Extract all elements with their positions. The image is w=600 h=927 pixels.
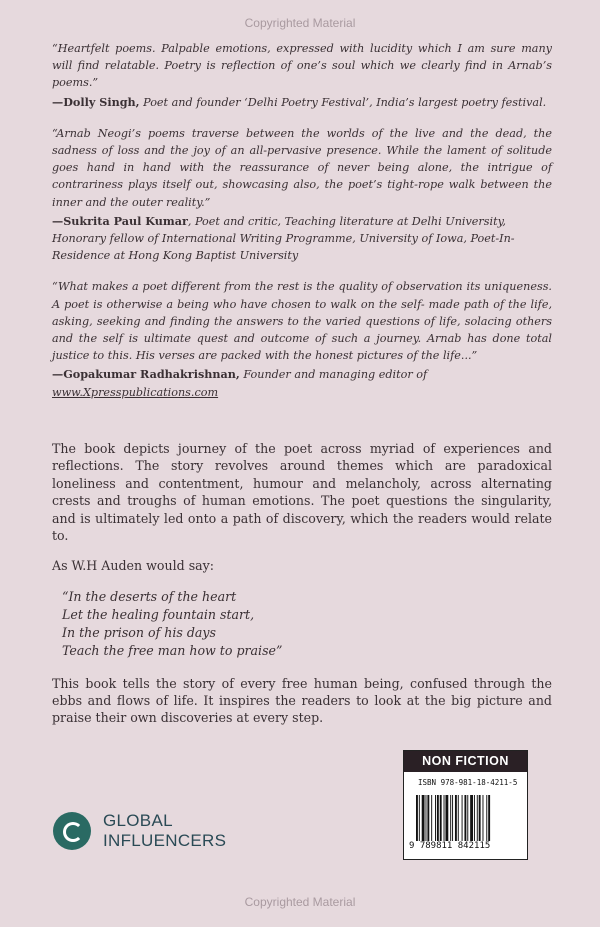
endorsement-2 [52,125,552,265]
barcode-bar [477,795,478,841]
book-description [52,440,552,740]
barcode-bar [458,795,459,841]
description-paragraph: This book tells the story of every free human being, confused through the ebbs and flows of life. It inspires the readers to look at the big picture and praise their own discoveries at every step. [52,675,552,726]
endorsement-role: Founder and managing editor of [239,368,428,382]
endorsement-attribution [52,366,552,400]
description-paragraph: The book depicts journey of the poet across myriad of experiences and reflections. The story revolves around themes which are paradoxical loneliness and contentment, humour and melancholy, across alternating crests and troughs of human emotions. The poet questions the singularity, and is ultimately led onto a path of discovery, which the readers would relate to. [52,441,552,544]
endorsement-1 [52,40,552,111]
publisher-name-line2: INFLUENCERS [103,831,227,850]
endorsement-quote: “Heartfelt poems. Palpable emotions, expressed with lucidity which I am sure many will find relatable. Poetry is reflection of one’s soul which we clearly find in Arnab’s poems.” [52,42,552,90]
watermark-top: Copyrighted Material [244,16,356,30]
endorsement-role: Poet and founder ‘Delhi Poetry Festival’, India’s largest poetry festival. [139,95,547,109]
publisher-website-link[interactable]: www.Xpresspublications.com [52,385,219,399]
barcode-bar [450,795,451,841]
poem-line: In the prison of his days [62,625,216,641]
barcode-bar [462,795,463,841]
barcode-bar [483,795,484,841]
barcode-bar [479,795,481,841]
poem-line: “In the deserts of the heart [62,588,237,604]
publisher-logo [53,811,226,851]
barcode-bar [422,795,425,841]
barcode-bar [427,795,429,841]
barcode-bar [467,795,468,841]
endorsement-quote: “Arnab Neogi’s poems traverse between the worlds of the live and the dead, the sadness of loss and the joy of an all-pervasive presence. While the lament of solitude goes hand in hand with the reassurance of never being alone, the intrigue of contrariness plays itself out, showcasing also, the poet’s tight-rope walk between the inner and the outer reality.” [52,126,552,209]
publisher-name-line1: GLOBAL [103,811,173,830]
auden-poem [62,588,552,661]
barcode-bar [416,795,418,841]
poem-line: Let the healing fountain start, [62,607,255,623]
endorsement-attribution [52,213,552,265]
barcode-number: 9 789811 842115 [409,841,491,851]
barcode-icon [416,795,516,841]
barcode-bar [419,795,420,841]
barcode-bar [474,795,475,841]
description-paragraph: As W.H Auden would say: [52,558,215,574]
isbn-text: ISBN 978-981-18-4211-5 [418,778,518,787]
watermark-bottom: Copyrighted Material [244,895,356,909]
endorsement-quote: “What makes a poet different from the rest is the quality of observation its uniqueness. A poet is otherwise a being who have chosen to walk on the self- made path of the life, asking, seeking and finding the answers to the varied questions of life, solacing others and the self is ultimate quest and outcome of such a journey. Arnab has done total justice to this. His verses are packed with the honest pictures of the life...” [52,280,552,363]
barcode-bar [486,795,487,841]
barcode-bar [488,795,490,841]
endorsement-role: , Poet and critic, Teaching literature at Delhi University, Honorary fellow of International Writing Programme, University of Iowa, Poet-In-Residence at Hong Kong Baptist University [52,214,515,263]
poem-line: Teach the free man how to praise” [62,643,283,659]
barcode-bar [464,795,466,841]
endorsement-3 [52,278,552,400]
barcode-bar [444,795,445,841]
endorsement-author: —Sukrita Paul Kumar [52,213,188,228]
barcode-bar [431,795,432,841]
barcode-bar [426,795,427,841]
barcode-bar [437,795,439,841]
barcode-bar [440,795,442,841]
endorsement-author: —Dolly Singh, [52,94,140,109]
endorsement-author: —Gopakumar Radhakrishnan, [52,367,240,382]
endorsements [52,40,552,401]
endorsement-attribution [52,94,552,111]
barcode-bar [445,795,448,841]
barcode-bar [435,795,436,841]
publisher-name [103,811,226,851]
barcode-bar [470,795,473,841]
publisher-logo-icon [53,812,91,850]
barcode-bar [452,795,453,841]
barcode-box [403,750,528,860]
category-label: NON FICTION [404,751,527,772]
barcode-bar [455,795,457,841]
